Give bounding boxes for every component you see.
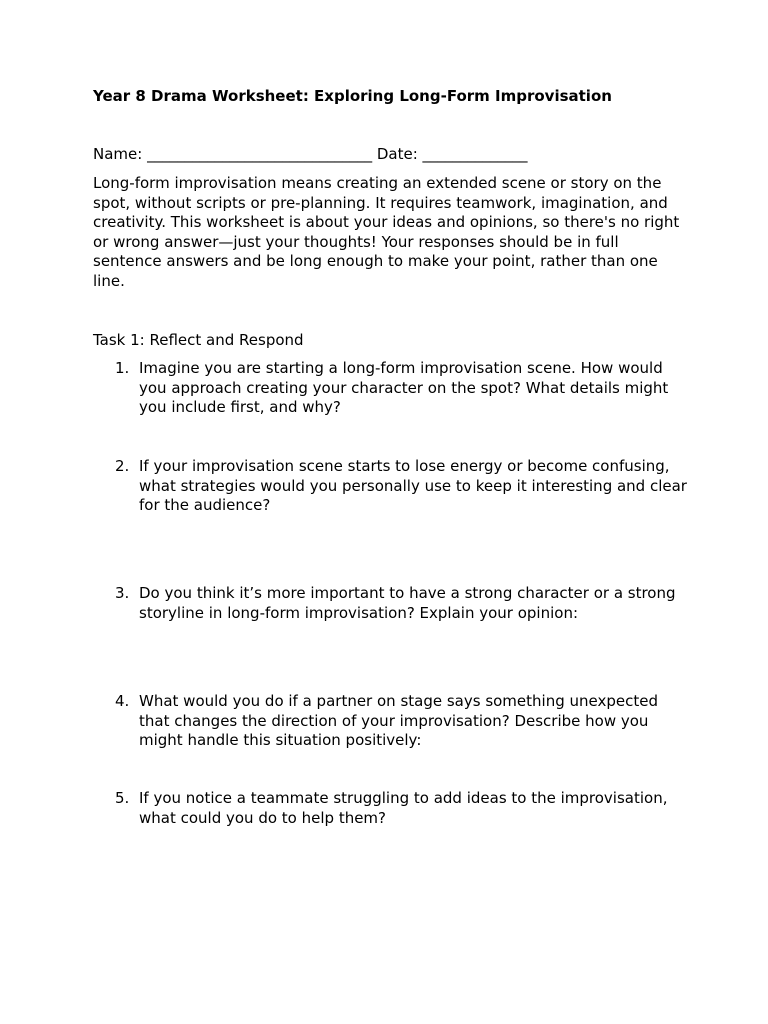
question-text: If your improvisation scene starts to lose energy or become confusing, what strategies would you personally use to keep it interesting and clear for the audience? (139, 457, 687, 515)
worksheet-title: Year 8 Drama Worksheet: Exploring Long-Form Improvisation (93, 87, 612, 105)
question-text: What would you do if a partner on stage says something unexpected that changes the direction of your improvisation? Describe how you might handle this situation positively: (139, 692, 658, 750)
task-heading: Task 1: Reflect and Respond (93, 331, 304, 349)
intro-text: Long-form improvisation means creating an extended scene or story on the spot, without scripts or pre-planning. It requires teamwork, imagination, and creativity. This worksheet is about your ideas and opinions, so there's no right or wrong answer—just your thoughts! Your responses should be in full sentence answers and be long enough to make your point, rather than one line. (93, 174, 680, 290)
question-number: 4. (115, 692, 130, 710)
question-number: 1. (115, 359, 130, 377)
question-number: 5. (115, 789, 130, 807)
question-number: 3. (115, 584, 130, 602)
question-text: If you notice a teammate struggling to add ideas to the improvisation, what could you do to help them? (139, 789, 668, 827)
question-text: Imagine you are starting a long-form improvisation scene. How would you approach creating your character on the spot? What details might you include first, and why? (139, 359, 669, 417)
question-number: 2. (115, 457, 130, 475)
name-date-line: Name: ______________________________ Date: ______________ (93, 145, 528, 163)
intro-paragraph (93, 174, 685, 292)
question-text: Do you think it’s more important to have a strong character or a strong storyline in long-form improvisation? Explain your opinion: (139, 584, 676, 622)
